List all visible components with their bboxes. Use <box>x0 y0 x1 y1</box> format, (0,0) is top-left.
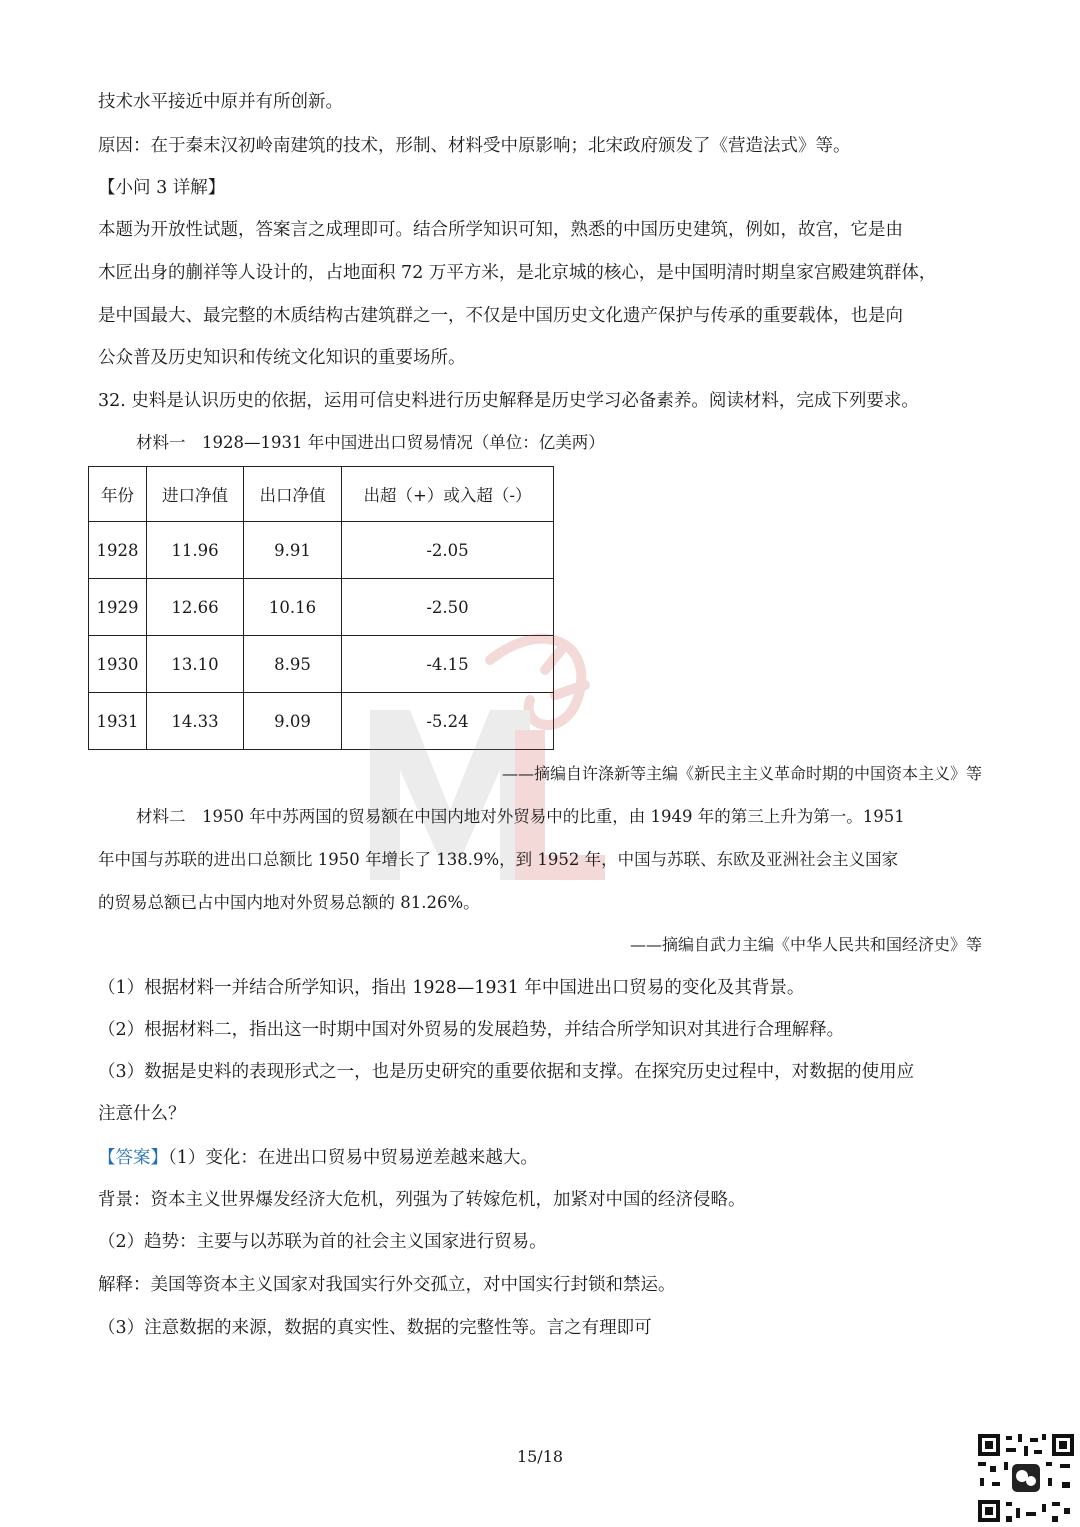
table-header-cell: 进口净值 <box>147 467 244 522</box>
table-cell: 8.95 <box>244 636 342 693</box>
question-line: （2）根据材料二，指出这一时期中国对外贸易的发展趋势，并结合所学知识对其进行合理解释。 <box>98 1020 845 1040</box>
table-cell: 1931 <box>89 693 147 750</box>
table-header-cell: 出口净值 <box>244 467 342 522</box>
text-line: 木匠出身的蒯祥等人设计的，占地面积 72 万平方米，是北京城的核心，是中国明清时期皇家宫殿建筑群体， <box>98 263 937 283</box>
table-cell: -2.50 <box>342 579 554 636</box>
table-cell: -4.15 <box>342 636 554 693</box>
table-cell: 1929 <box>89 579 147 636</box>
text-line: 公众普及历史知识和传统文化知识的重要场所。 <box>98 348 466 368</box>
question-32-stem: 32. 史料是认识历史的依据，运用可信史料进行历史解释是历史学习必备素养。阅读材料，完成下列要求。 <box>98 391 919 411</box>
table-cell: 11.96 <box>147 522 244 579</box>
material1-title: 材料一 1928—1931 年中国进出口贸易情况（单位：亿美两） <box>136 433 605 452</box>
text-line: 是中国最大、最完整的木质结构古建筑群之一，不仅是中国历史文化遗产保护与传承的重要载体，也是向 <box>98 306 903 326</box>
text-line: 原因：在于秦末汉初岭南建筑的技术，形制、材料受中原影响；北宋政府颁发了《营造法式》等。 <box>98 136 851 156</box>
table-cell: 14.33 <box>147 693 244 750</box>
table-row <box>89 522 554 579</box>
table-cell: 9.09 <box>244 693 342 750</box>
table-cell: 13.10 <box>147 636 244 693</box>
answer-text: （1）变化：在进出口贸易中贸易逆差越来越大。 <box>168 1148 538 1168</box>
table-header-cell: 年份 <box>89 467 147 522</box>
table-header-cell: 出超（+）或入超（-） <box>342 467 554 522</box>
table-cell: -5.24 <box>342 693 554 750</box>
material2-line: 年中国与苏联的进出口总额比 1950 年增长了 138.9%，到 1952 年，中国与苏联、东欧及亚洲社会主义国家 <box>98 850 899 869</box>
section-heading: 【小问 3 详解】 <box>98 178 226 198</box>
answer-tag: 【答案】 <box>98 1148 168 1168</box>
table-header-row <box>89 467 554 522</box>
answer-line <box>98 1146 538 1170</box>
table-cell: 1928 <box>89 522 147 579</box>
answer-line: （2）趋势：主要与以苏联为首的社会主义国家进行贸易。 <box>98 1232 547 1252</box>
wechat-qr-code-icon <box>976 1432 1076 1524</box>
answer-line: （3）注意数据的来源，数据的真实性、数据的完整性等。言之有理即可 <box>98 1318 652 1338</box>
table-cell: 1930 <box>89 636 147 693</box>
table-cell: 10.16 <box>244 579 342 636</box>
material2-line: 的贸易总额已占中国内地对外贸易总额的 81.26%。 <box>98 893 480 912</box>
page-number: 15/18 <box>516 1447 564 1466</box>
material2-source: ——摘编自武力主编《中华人民共和国经济史》等 <box>629 935 982 954</box>
text-line: 本题为开放性试题，答案言之成理即可。结合所学知识可知，熟悉的中国历史建筑，例如，故宫，它是由 <box>98 220 903 240</box>
answer-line: 背景：资本主义世界爆发经济大危机，列强为了转嫁危机，加紧对中国的经济侵略。 <box>98 1190 746 1210</box>
question-line: （3）数据是史料的表现形式之一，也是历史研究的重要依据和支撑。在探究历史过程中，对数据的使用应 <box>98 1062 915 1082</box>
answer-line: 解释：美国等资本主义国家对我国实行外交孤立，对中国实行封锁和禁运。 <box>98 1275 676 1295</box>
text-line: 技术水平接近中原并有所创新。 <box>98 92 343 112</box>
table-cell: 12.66 <box>147 579 244 636</box>
material2-line: 材料二 1950 年中苏两国的贸易额在中国内地对外贸易中的比重，由 1949 年的第三上升为第一。1951 <box>136 807 905 826</box>
question-line: （1）根据材料一并结合所学知识，指出 1928—1931 年中国进出口贸易的变化及其背景。 <box>98 978 805 998</box>
table-cell: 9.91 <box>244 522 342 579</box>
table-cell: -2.05 <box>342 522 554 579</box>
question-line: 注意什么？ <box>98 1104 186 1124</box>
material1-source: ——摘编自许涤新等主编《新民主主义革命时期的中国资本主义》等 <box>501 764 982 783</box>
